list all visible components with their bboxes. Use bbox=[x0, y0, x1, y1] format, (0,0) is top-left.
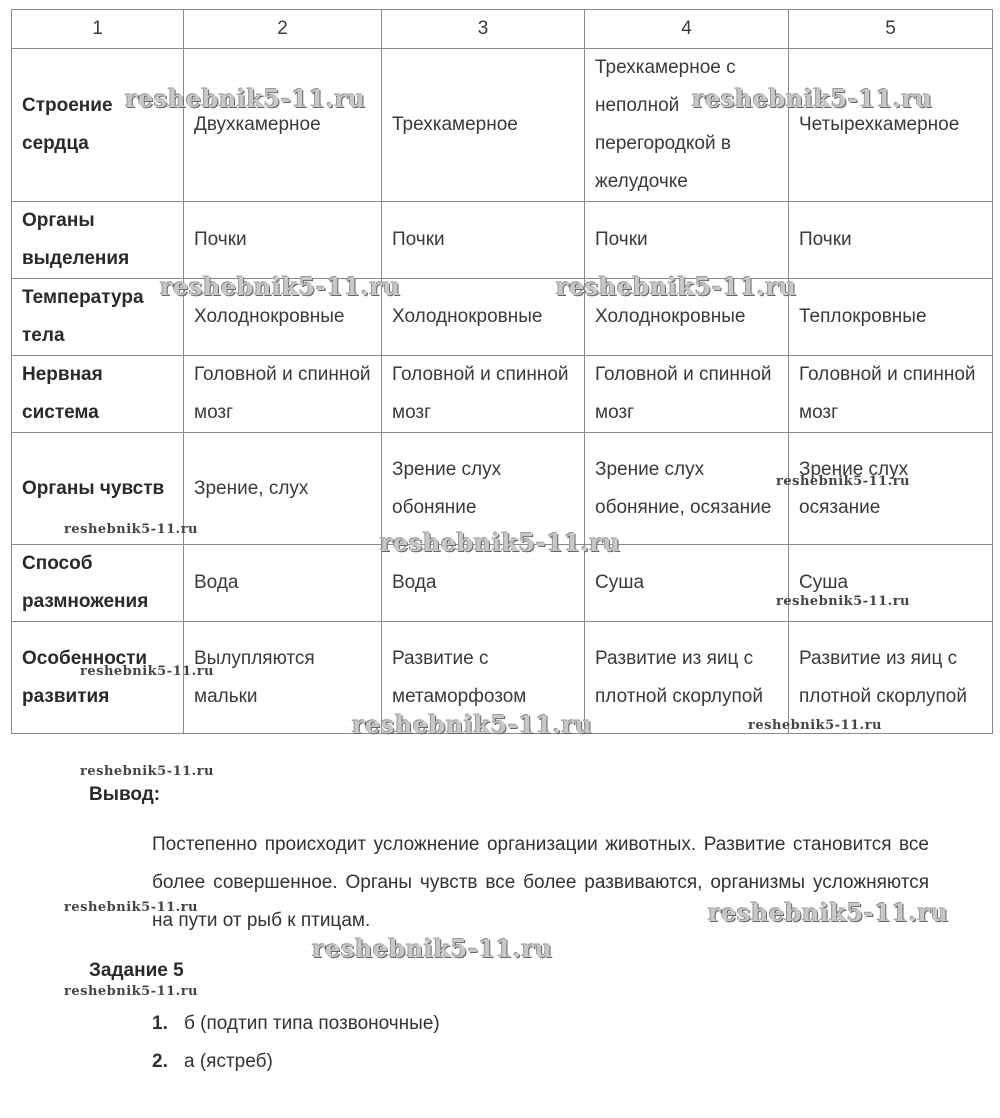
list-item bbox=[152, 1043, 440, 1081]
watermark: reshebnik5-11.ru bbox=[64, 900, 199, 915]
table-cell: Вода bbox=[382, 545, 585, 622]
table-cell: Вода bbox=[184, 545, 382, 622]
table-cell: Головной и спинной мозг bbox=[585, 356, 789, 433]
watermark: reshebnik5-11.ru bbox=[556, 272, 797, 301]
table-row bbox=[12, 49, 993, 202]
row-header: Органы выделения bbox=[12, 202, 184, 279]
watermark: reshebnik5-11.ru bbox=[692, 84, 933, 113]
table-cell: Зрение слух осязание bbox=[789, 433, 993, 545]
watermark: reshebnik5-11.ru bbox=[312, 934, 553, 963]
table-cell: Холоднокровные bbox=[585, 279, 789, 356]
table-row bbox=[12, 545, 993, 622]
watermark: reshebnik5-11.ru bbox=[80, 664, 215, 679]
table-cell: Зрение, слух bbox=[184, 433, 382, 545]
table-cell: Зрение слух обоняние, осязание bbox=[585, 433, 789, 545]
table-cell: Трехкамерное bbox=[382, 49, 585, 202]
table-cell: Суша bbox=[585, 545, 789, 622]
table-row bbox=[12, 356, 993, 433]
row-header: Температура тела bbox=[12, 279, 184, 356]
row-header: Нервная система bbox=[12, 356, 184, 433]
table-cell: Развитие с метаморфозом bbox=[382, 622, 585, 734]
table-cell: Четырехкамерное bbox=[789, 49, 993, 202]
column-header: 4 bbox=[585, 10, 789, 49]
task5-heading: Задание 5 bbox=[89, 960, 184, 981]
row-header: Органы чувств bbox=[12, 433, 184, 545]
table-cell: Головной и спинной мозг bbox=[789, 356, 993, 433]
table-cell: Почки bbox=[184, 202, 382, 279]
table-cell: Почки bbox=[585, 202, 789, 279]
list-item bbox=[152, 1005, 440, 1043]
table-cell: Двухкамерное bbox=[184, 49, 382, 202]
watermark: reshebnik5-11.ru bbox=[708, 898, 949, 927]
table-cell: Теплокровные bbox=[789, 279, 993, 356]
table-header-row bbox=[12, 10, 993, 49]
table-cell: Холоднокровные bbox=[382, 279, 585, 356]
table-row bbox=[12, 202, 993, 279]
answer-text: б (подтип типа позвоночные) bbox=[184, 1013, 440, 1034]
watermark: reshebnik5-11.ru bbox=[160, 272, 401, 301]
watermark: reshebnik5-11.ru bbox=[748, 718, 883, 733]
row-header: Способ размножения bbox=[12, 545, 184, 622]
table-cell: Почки bbox=[789, 202, 993, 279]
table-cell: Головной и спинной мозг bbox=[382, 356, 585, 433]
row-header: Особенности развития bbox=[12, 622, 184, 734]
watermark: reshebnik5-11.ru bbox=[64, 522, 199, 537]
table-cell: Холоднокровные bbox=[184, 279, 382, 356]
conclusion-text: Постепенно происходит усложнение организации животных. Развитие становится все более совершенное. Органы чувств все более развиваются, организмы усложняются на пути от рыб к птицам. bbox=[152, 834, 929, 931]
table-cell: Развитие из яиц с плотной скорлупой bbox=[585, 622, 789, 734]
watermark: reshebnik5-11.ru bbox=[776, 474, 911, 489]
answer-number: 2. bbox=[152, 1051, 168, 1072]
watermark: reshebnik5-11.ru bbox=[380, 528, 621, 557]
watermark: reshebnik5-11.ru bbox=[352, 710, 593, 739]
answer-number: 1. bbox=[152, 1013, 168, 1034]
conclusion-heading: Вывод: bbox=[89, 784, 161, 805]
column-header: 1 bbox=[12, 10, 184, 49]
column-header: 5 bbox=[789, 10, 993, 49]
row-header: Строение сердца bbox=[12, 49, 184, 202]
watermark: reshebnik5-11.ru bbox=[80, 764, 215, 779]
comparison-table bbox=[11, 9, 993, 734]
watermark: reshebnik5-11.ru bbox=[125, 84, 366, 113]
table-cell: Трехкамерное с неполной перегородкой в желудочке bbox=[585, 49, 789, 202]
table-cell: Вылупляются мальки bbox=[184, 622, 382, 734]
column-header: 2 bbox=[184, 10, 382, 49]
column-header: 3 bbox=[382, 10, 585, 49]
table-row bbox=[12, 622, 993, 734]
table-cell: Суша bbox=[789, 545, 993, 622]
watermark: reshebnik5-11.ru bbox=[64, 984, 199, 999]
answer-text: а (ястреб) bbox=[184, 1051, 273, 1072]
table-cell: Развитие из яиц с плотной скорлупой bbox=[789, 622, 993, 734]
table-cell: Зрение слух обоняние bbox=[382, 433, 585, 545]
task5-answer-list bbox=[152, 1005, 440, 1081]
watermark: reshebnik5-11.ru bbox=[776, 594, 911, 609]
table-cell: Почки bbox=[382, 202, 585, 279]
table-row bbox=[12, 433, 993, 545]
table-row bbox=[12, 279, 993, 356]
table-cell: Головной и спинной мозг bbox=[184, 356, 382, 433]
